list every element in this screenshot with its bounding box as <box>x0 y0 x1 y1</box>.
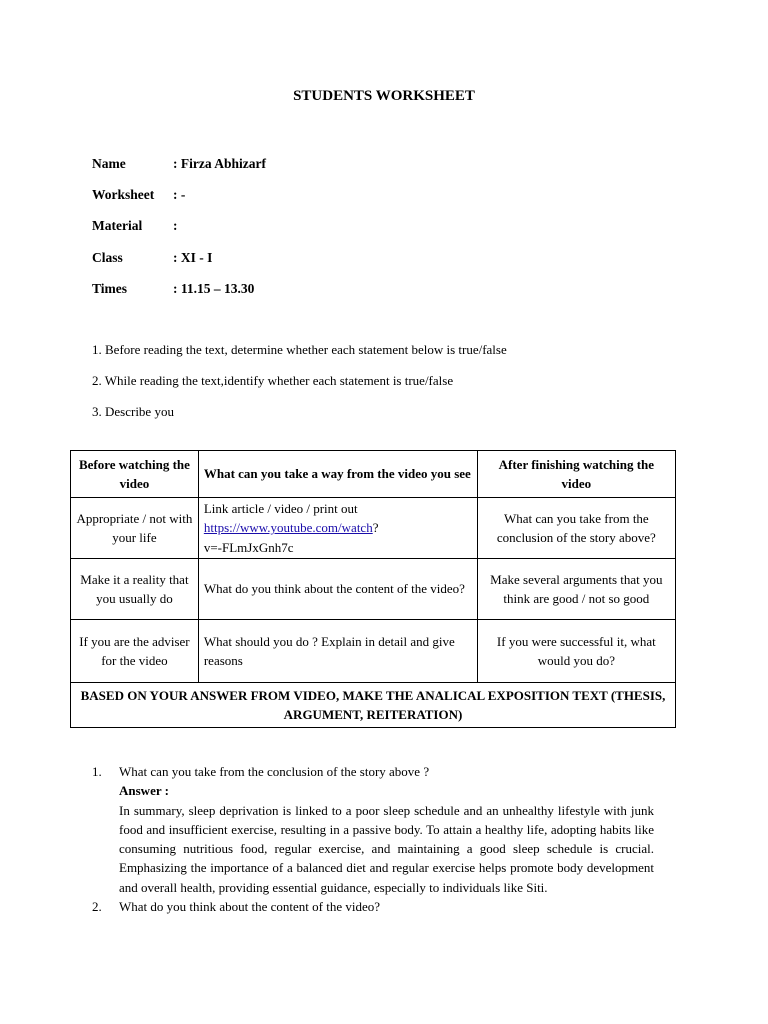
table-cell: If you are the adviser for the video <box>71 620 199 683</box>
question-text: What do you think about the content of the video? <box>119 899 381 915</box>
question-list <box>92 762 654 916</box>
info-material-row <box>92 218 178 234</box>
info-times-row <box>92 281 254 297</box>
table-row <box>71 498 676 559</box>
table-header-cell: After finishing watching the video <box>477 451 675 498</box>
question-item <box>92 897 654 916</box>
info-worksheet-row <box>92 187 185 203</box>
table-cell: What can you take from the conclusion of the story above? <box>477 498 675 559</box>
instruction-1: 1. Before reading the text, determine whether each statement below is true/false <box>92 342 507 357</box>
table-cell: If you were successful it, what would you do? <box>477 620 675 683</box>
info-value: : <box>173 218 178 233</box>
info-label: Times <box>92 281 128 296</box>
info-label: Worksheet <box>92 187 155 202</box>
info-class-row <box>92 250 212 266</box>
question-number: 1. <box>92 764 102 779</box>
table-row <box>71 620 676 683</box>
info-value: : - <box>173 187 186 202</box>
table-cell: Make several arguments that you think are good / not so good <box>477 559 675 620</box>
answer-label: Answer : <box>119 783 169 799</box>
table-row <box>71 559 676 620</box>
table-cell: What should you do ? Explain in detail and give reasons <box>198 620 477 683</box>
worksheet-table <box>70 450 676 728</box>
table-cell: Make it a reality that you usually do <box>71 559 199 620</box>
youtube-link[interactable]: https://www.youtube.com/watch <box>203 520 373 536</box>
info-value: : XI - I <box>173 250 213 265</box>
question-item <box>92 762 654 897</box>
table-footer-instruction: BASED ON YOUR ANSWER FROM VIDEO, MAKE THE ANALICAL EXPOSITION TEXT (THESIS, ARGUMENT, REITERATION) <box>71 683 676 728</box>
table-header-cell: What can you take a way from the video you see <box>198 451 477 498</box>
info-label: Name <box>92 156 126 171</box>
answer-text: In summary, sleep deprivation is linked to a poor sleep schedule and an unhealthy lifestyle with junk food and insufficient exercise, resulting in a passive body. To attain a healthy life, adopting habits like consuming nutritious food, regular exercise, and maintaining a good sleep schedule is crucial. Emphasizing the importance of a balanced diet and regular exercise helps promote body development and overall health, providing essential guidance, especially to individuals like Siti. <box>119 802 654 895</box>
question-number: 2. <box>92 899 102 915</box>
worksheet-title: STUDENTS WORKSHEET <box>293 88 475 104</box>
table-cell: What do you think about the content of the video? <box>198 559 477 620</box>
instruction-2: 2. While reading the text,identify whether each statement is true/false <box>92 373 454 388</box>
info-name-row <box>92 156 266 172</box>
info-label: Material <box>92 218 143 233</box>
info-label: Class <box>92 250 123 265</box>
link-tail: v=-FLmJxGnh7c <box>203 539 294 555</box>
table-footer-row <box>71 683 676 728</box>
link-suffix: ? <box>372 520 379 536</box>
table-cell-link <box>198 498 477 559</box>
info-value: : 11.15 – 13.30 <box>173 281 255 296</box>
table-header-row <box>71 451 676 498</box>
link-prefix: Link article / video / print out <box>203 500 358 516</box>
table-cell: Appropriate / not with your life <box>71 498 199 559</box>
info-value: : Firza Abhizarf <box>173 156 266 171</box>
question-text: What can you take from the conclusion of the story above ? <box>119 764 430 779</box>
instruction-3: 3. Describe you <box>92 404 174 419</box>
table-header-cell: Before watching the video <box>71 451 199 498</box>
